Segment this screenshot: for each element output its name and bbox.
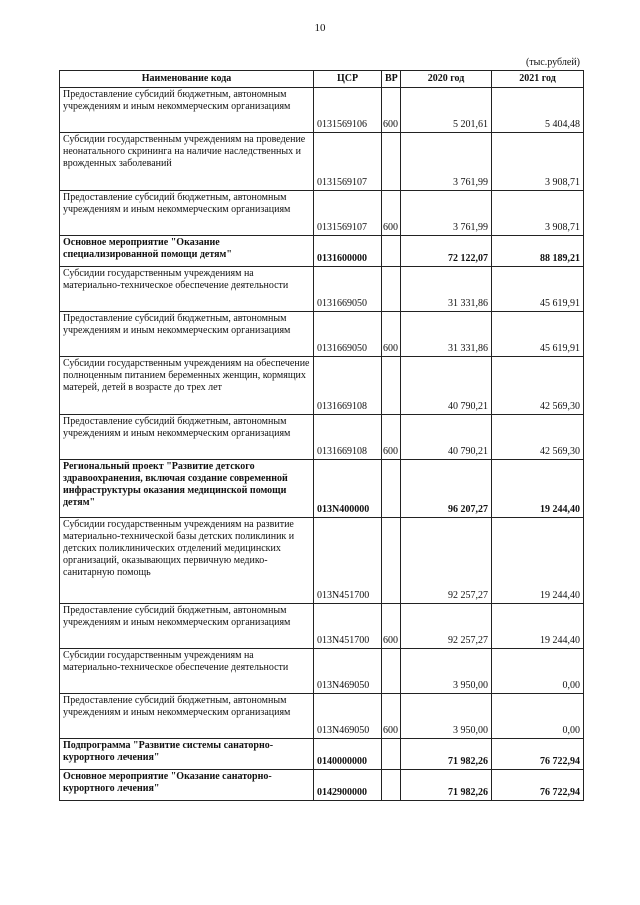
row-csr: 013N469050 bbox=[314, 649, 382, 694]
row-csr: 0131600000 bbox=[314, 236, 382, 267]
row-csr: 0131669050 bbox=[314, 267, 382, 312]
row-2021-value: 76 722,94 bbox=[492, 770, 584, 801]
row-name: Предоставление субсидий бюджетным, автономным учреждениям и иным некоммерческим организациям bbox=[60, 312, 314, 357]
row-name: Субсидии государственным учреждениям на материально-техническое обеспечение деятельности bbox=[60, 649, 314, 694]
table-row bbox=[60, 236, 584, 267]
row-vr bbox=[382, 460, 401, 518]
row-vr: 600 bbox=[382, 312, 401, 357]
row-csr: 0142900000 bbox=[314, 770, 382, 801]
row-2021-value: 88 189,21 bbox=[492, 236, 584, 267]
row-2020-value: 3 761,99 bbox=[401, 191, 492, 236]
row-2020-value: 71 982,26 bbox=[401, 739, 492, 770]
row-2020-value: 3 950,00 bbox=[401, 649, 492, 694]
row-2020-value: 31 331,86 bbox=[401, 312, 492, 357]
table-body bbox=[60, 88, 584, 801]
row-2020-value: 72 122,07 bbox=[401, 236, 492, 267]
row-2021-value: 3 908,71 bbox=[492, 133, 584, 191]
table-row bbox=[60, 694, 584, 739]
row-vr bbox=[382, 133, 401, 191]
row-vr bbox=[382, 267, 401, 312]
table-row bbox=[60, 518, 584, 604]
row-vr bbox=[382, 518, 401, 604]
header-2021: 2021 год bbox=[492, 71, 584, 88]
row-name: Предоставление субсидий бюджетным, автономным учреждениям и иным некоммерческим организациям bbox=[60, 604, 314, 649]
row-name: Субсидии государственным учреждениям на проведение неонатального скрининга на наличие наследственных и врожденных заболеваний bbox=[60, 133, 314, 191]
row-vr: 600 bbox=[382, 694, 401, 739]
table-row bbox=[60, 312, 584, 357]
header-csr: ЦСР bbox=[314, 71, 382, 88]
row-2020-value: 5 201,61 bbox=[401, 88, 492, 133]
row-csr: 0131569107 bbox=[314, 191, 382, 236]
page-number: 10 bbox=[314, 22, 326, 34]
row-vr: 600 bbox=[382, 604, 401, 649]
row-name: Основное мероприятие "Оказание санаторно-курортного лечения" bbox=[60, 770, 314, 801]
row-vr bbox=[382, 770, 401, 801]
row-name: Региональный проект "Развитие детского здравоохранения, включая создание современной инфраструктуры оказания медицинской помощи детям" bbox=[60, 460, 314, 518]
row-2020-value: 92 257,27 bbox=[401, 518, 492, 604]
row-vr: 600 bbox=[382, 88, 401, 133]
table-row bbox=[60, 649, 584, 694]
units-label: (тыс.рублей) bbox=[525, 57, 580, 68]
row-name: Подпрограмма "Развитие системы санаторно-курортного лечения" bbox=[60, 739, 314, 770]
row-name: Субсидии государственным учреждениям на материально-техническое обеспечение деятельности bbox=[60, 267, 314, 312]
row-2021-value: 19 244,40 bbox=[492, 604, 584, 649]
table-row bbox=[60, 739, 584, 770]
row-vr: 600 bbox=[382, 415, 401, 460]
row-vr bbox=[382, 649, 401, 694]
row-name: Предоставление субсидий бюджетным, автономным учреждениям и иным некоммерческим организациям bbox=[60, 88, 314, 133]
row-2021-value: 19 244,40 bbox=[492, 460, 584, 518]
row-2021-value: 45 619,91 bbox=[492, 312, 584, 357]
table-row bbox=[60, 88, 584, 133]
row-vr bbox=[382, 236, 401, 267]
row-name: Субсидии государственным учреждениям на обеспечение полноценным питанием беременных женщин, кормящих матерей, детей в возрасте до трех лет bbox=[60, 357, 314, 415]
table-row bbox=[60, 770, 584, 801]
row-2021-value: 19 244,40 bbox=[492, 518, 584, 604]
table-row bbox=[60, 191, 584, 236]
table-row bbox=[60, 357, 584, 415]
row-2021-value: 0,00 bbox=[492, 694, 584, 739]
table-row bbox=[60, 133, 584, 191]
header-vr: ВР bbox=[382, 71, 401, 88]
row-csr: 0131669108 bbox=[314, 415, 382, 460]
row-csr: 0131569107 bbox=[314, 133, 382, 191]
row-name: Основное мероприятие "Оказание специализированной помощи детям" bbox=[60, 236, 314, 267]
table-row bbox=[60, 460, 584, 518]
row-name: Предоставление субсидий бюджетным, автономным учреждениям и иным некоммерческим организациям bbox=[60, 694, 314, 739]
header-name: Наименование кода bbox=[60, 71, 314, 88]
row-2020-value: 96 207,27 bbox=[401, 460, 492, 518]
row-csr: 0131669050 bbox=[314, 312, 382, 357]
table-row bbox=[60, 604, 584, 649]
row-csr: 013N400000 bbox=[314, 460, 382, 518]
row-csr: 0131569106 bbox=[314, 88, 382, 133]
row-2020-value: 92 257,27 bbox=[401, 604, 492, 649]
budget-table bbox=[59, 70, 584, 801]
row-csr: 0140000000 bbox=[314, 739, 382, 770]
row-2020-value: 40 790,21 bbox=[401, 357, 492, 415]
row-2020-value: 40 790,21 bbox=[401, 415, 492, 460]
table-row bbox=[60, 267, 584, 312]
row-vr bbox=[382, 739, 401, 770]
row-vr bbox=[382, 357, 401, 415]
row-2020-value: 3 950,00 bbox=[401, 694, 492, 739]
row-csr: 0131669108 bbox=[314, 357, 382, 415]
row-2021-value: 42 569,30 bbox=[492, 357, 584, 415]
table-row bbox=[60, 415, 584, 460]
row-2021-value: 5 404,48 bbox=[492, 88, 584, 133]
row-csr: 013N469050 bbox=[314, 694, 382, 739]
row-2020-value: 3 761,99 bbox=[401, 133, 492, 191]
row-csr: 013N451700 bbox=[314, 604, 382, 649]
row-2021-value: 42 569,30 bbox=[492, 415, 584, 460]
row-2020-value: 31 331,86 bbox=[401, 267, 492, 312]
header-2020: 2020 год bbox=[401, 71, 492, 88]
row-2021-value: 45 619,91 bbox=[492, 267, 584, 312]
row-2021-value: 76 722,94 bbox=[492, 739, 584, 770]
row-2021-value: 0,00 bbox=[492, 649, 584, 694]
row-name: Предоставление субсидий бюджетным, автономным учреждениям и иным некоммерческим организациям bbox=[60, 415, 314, 460]
row-vr: 600 bbox=[382, 191, 401, 236]
row-2020-value: 71 982,26 bbox=[401, 770, 492, 801]
row-name: Предоставление субсидий бюджетным, автономным учреждениям и иным некоммерческим организациям bbox=[60, 191, 314, 236]
row-2021-value: 3 908,71 bbox=[492, 191, 584, 236]
row-name: Субсидии государственным учреждениям на развитие материально-технической базы детских поликлиник и детских поликлинических отделений медицинских организаций, оказывающих первичную медико-санитарную помощь bbox=[60, 518, 314, 604]
table-header-row bbox=[60, 71, 584, 88]
row-csr: 013N451700 bbox=[314, 518, 382, 604]
